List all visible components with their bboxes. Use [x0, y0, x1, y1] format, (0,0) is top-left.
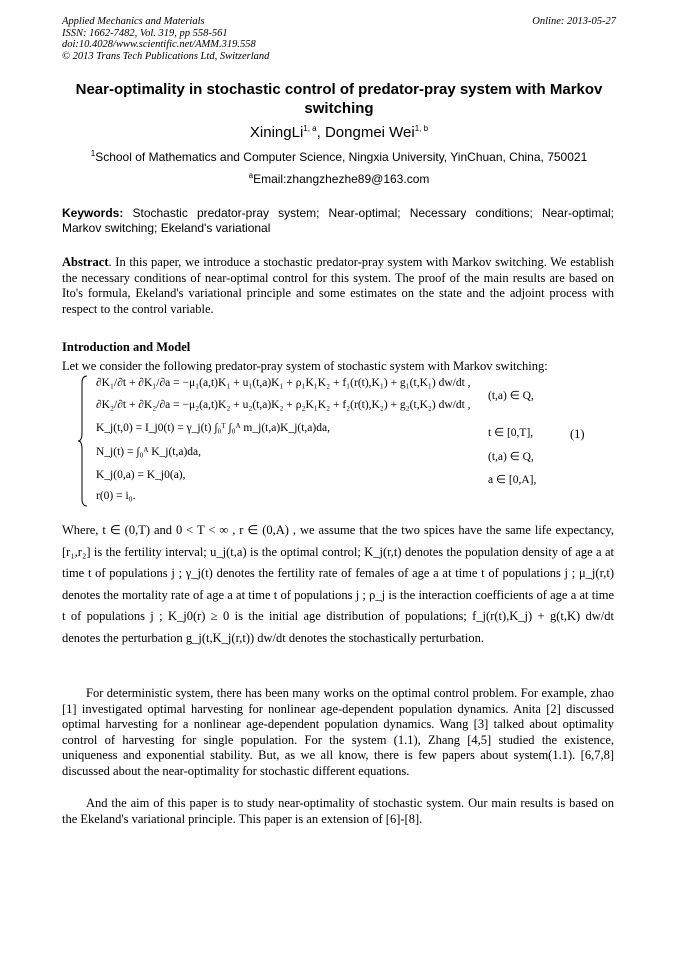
email-line: [62, 171, 616, 186]
journal-name: Applied Mechanics and Materials: [62, 16, 205, 27]
body-paragraph: For deterministic system, there has been many works on the optimal control problem. For example, zhao [1] investigated optimal harvesting for nonlinear age-dependent population dynamics. Anita [2] discussed optimal harvesting for a nonlinear age-dependent population dynamics. Wang [3] talked about optimality control of harvesting for single population. For the system (1.1), Zhang [4,5] studied the existence, uniqueness and exponential stability. But, as we all know, there is few papers about system(1.1). [6,7,8] discussed about the near-optimality for stochastic different equations.: [62, 686, 614, 778]
keywords-text: Stochastic predator-pray system; Near-optimal; Necessary conditions; Near-optimal; Markov switching; Ekeland's variational: [62, 206, 614, 235]
issn-line: ISSN: 1662-7482, Vol. 319, pp 558-561: [62, 27, 228, 39]
equation-condition: t ∈ [0,T],: [488, 427, 534, 439]
author-line: [62, 124, 616, 141]
author-1-sup: 1, a: [303, 124, 317, 133]
journal-header: [62, 16, 269, 62]
keywords: [62, 206, 614, 236]
abstract: [62, 255, 614, 317]
equation-row: ∂K₂/∂t + ∂K₂/∂a = −μ₂(a,t)K₂ + u₂(t,a)K₂ + ρ₂K₁K₂ + f₂(r(t),K₂) + g₂(t,K₂) dw/dt ,: [96, 399, 471, 411]
equation-number: (1): [570, 427, 585, 441]
doi-line: doi:10.4028/www.scientific.net/AMM.319.558: [62, 39, 256, 50]
affiliation-sup: 1: [90, 149, 96, 158]
left-brace-icon: [78, 375, 88, 507]
equation-row: r(0) = i₀.: [96, 490, 136, 502]
author-2: Dongmei Wei: [324, 124, 415, 141]
equation-row: N_j(t) = ∫₀ᴬ K_j(t,a)da,: [96, 446, 202, 458]
equation-row: K_j(0,a) = K_j0(a),: [96, 469, 186, 481]
author-2-sup: 1, b: [414, 124, 429, 133]
paper-title: Near-optimality in stochastic control of predator-pray system with Markov switching: [75, 81, 603, 117]
affiliation-text: School of Mathematics and Computer Science, Ningxia University, YinChuan, China, 750021: [95, 150, 588, 164]
notation-paragraph: Where, t ∈ (0,T) and 0 < T < ∞ , r ∈ (0,A) , we assume that the two spices have the same life expectancy, [r₁,r₂] is the fertility interval; u_j(t,a) is the optimal control; K_j(r,t) denotes the population density of age a at time t of populations j ; γ_j(t) denotes the fertility rate of females of age a at time t of populations j ; μ_j(r,t) denotes the mortality rate of age a at time t of populations j ; ρ_j is the interaction coefficients of age a at time t of populations j ; K_j0(r) ≥ 0 is the initial age distribution of populations; f_j(r(t),K_j) + g(t,K) dw/dt denotes the perturbation g_j(t,K_j(r,t)) dw/dt denotes the stochastically perturbation.: [62, 523, 614, 645]
affiliation: [62, 149, 616, 164]
abstract-label: Abstract: [62, 255, 109, 269]
abstract-text: . In this paper, we introduce a stochastic predator-pray system with Markov switching. We establish the necessary conditions of near-optimal control for this system. The proof of the main results are based on Ito's formula, Ekeland's variational principle and some estimates on the state and the adjoint process with respect to the control variable.: [62, 255, 614, 316]
equation-row: ∂K₁/∂t + ∂K₁/∂a = −μ₁(a,t)K₁ + u₁(t,a)K₁ + ρ₁K₁K₂ + f₁(r(t),K₁) + g₁(t,K₁) dw/dt ,: [96, 377, 471, 389]
copyright-line: © 2013 Trans Tech Publications Ltd, Switzerland: [62, 50, 270, 62]
intro-sentence: Let we consider the following predator-pray system of stochastic system with Markov switching:: [62, 359, 548, 373]
section-heading: Introduction and Model: [62, 340, 191, 354]
equation-row: K_j(t,0) = I_j0(t) = γ_j(t) ∫₀ᵀ ∫₀ᴬ m_j(t,a)K_j(t,a)da,: [96, 422, 330, 434]
online-date: Online: 2013-05-27: [532, 16, 616, 27]
equation-system: [82, 375, 612, 510]
equation-condition: (t,a) ∈ Q,: [488, 451, 534, 463]
email-sup: a: [248, 171, 254, 180]
author-1: XiningLi: [249, 124, 304, 141]
body-paragraph: And the aim of this paper is to study near-optimality of stochastic system. Our main results is based on the Ekeland's variational principle. This paper is an extension of [6]-[8].: [62, 796, 614, 826]
email-text: Email:zhangzhezhe89@163.com: [253, 172, 430, 186]
equation-condition: (t,a) ∈ Q,: [488, 390, 534, 402]
keywords-label: Keywords:: [62, 206, 124, 220]
author-separator: ,: [316, 124, 325, 141]
equation-condition: a ∈ [0,A],: [488, 474, 537, 486]
